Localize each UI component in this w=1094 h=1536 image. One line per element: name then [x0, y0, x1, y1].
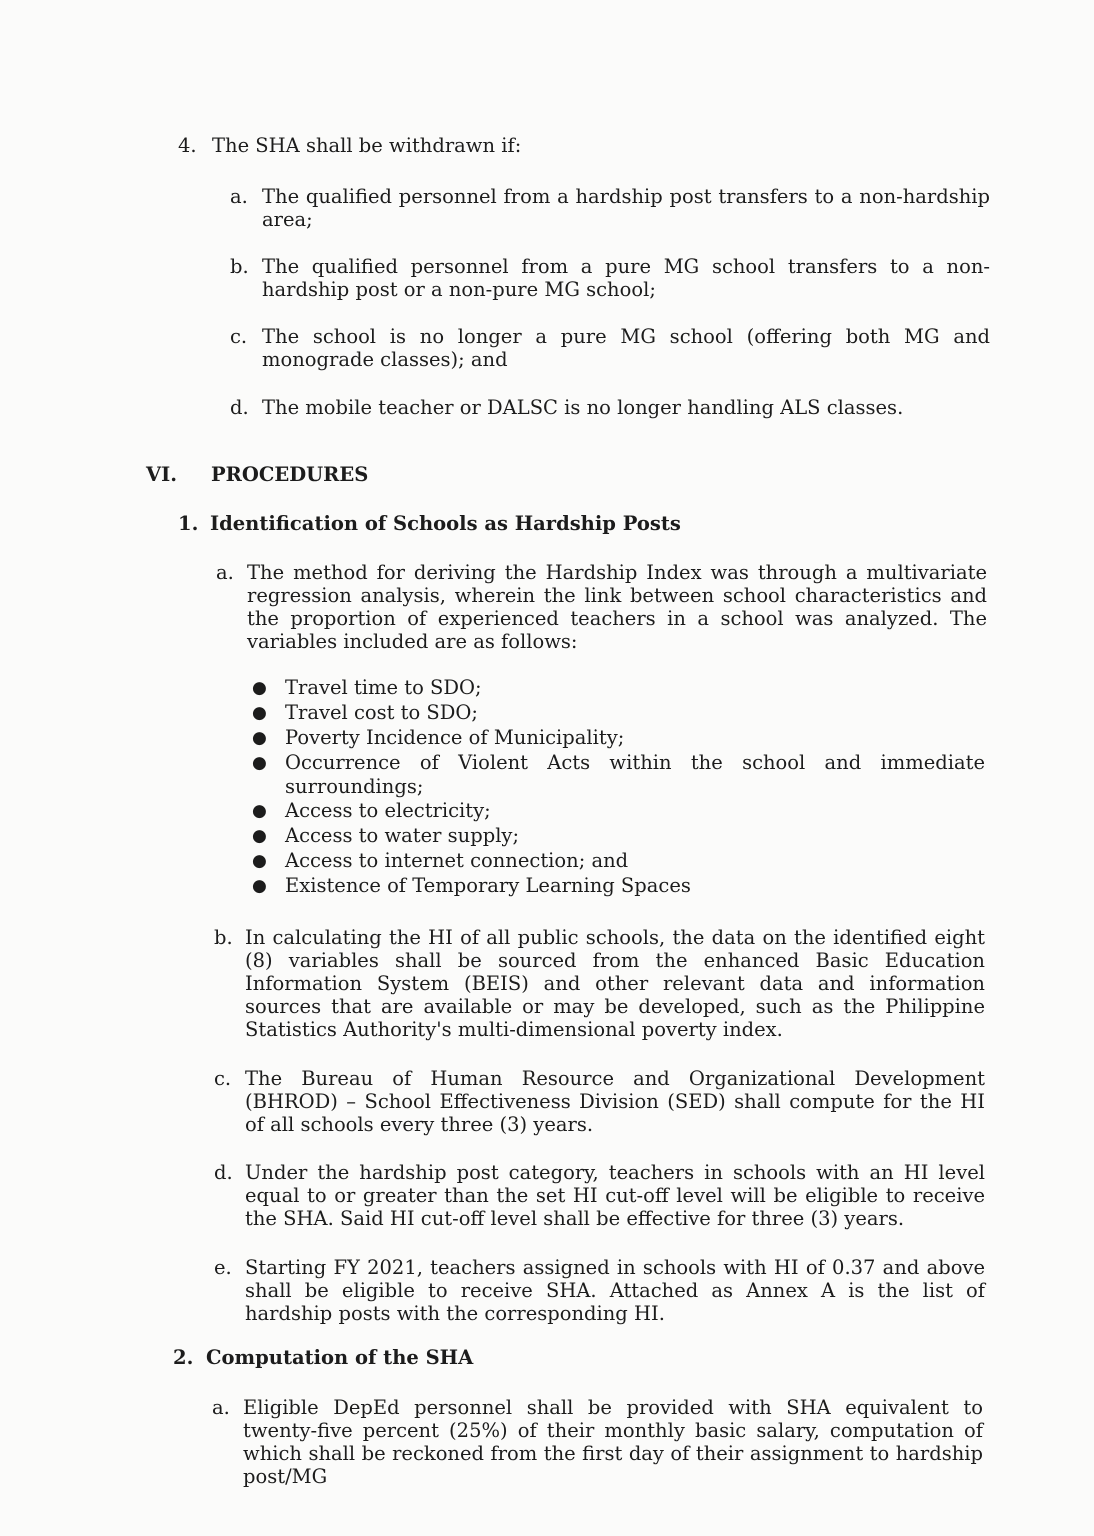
bullet-dot: ● [252, 801, 267, 821]
list-item: Occurrence of Violent Acts within the school and immediate surroundings; [285, 751, 985, 798]
list-item: Access to water supply; [285, 824, 520, 847]
item-4-text: The SHA shall be withdrawn if: [212, 134, 522, 157]
list-item: Access to internet connection; and [285, 849, 629, 872]
sub-label: d. [230, 396, 249, 419]
section-number: VI. [146, 463, 178, 486]
item-label: a. [216, 561, 234, 584]
section-title: PROCEDURES [211, 463, 369, 486]
item-label: a. [212, 1396, 230, 1419]
item-text: In calculating the HI of all public schools, the data on the identified eight (8) variables shall be sourced from the enhanced Basic Education Information System (BEIS) and other relevant data and information sources that are available or may be developed, such as the Philippine Statistics Authority's multi-dimensional poverty index. [245, 926, 985, 1041]
sub-text: The qualified personnel from a pure MG school transfers to a non-hardship post or a non-pure MG school; [262, 255, 990, 301]
sub-text: The qualified personnel from a hardship post transfers to a non-hardship area; [262, 185, 990, 231]
list-item: Existence of Temporary Learning Spaces [285, 874, 691, 897]
sub-text: The school is no longer a pure MG school (offering both MG and monograde classes); and [262, 325, 990, 371]
item-text: The Bureau of Human Resource and Organizational Development (BHROD) – School Effectiveness Division (SED) shall compute for the HI of all schools every three (3) years. [245, 1067, 985, 1136]
item-text: Starting FY 2021, teachers assigned in schools with HI of 0.37 and above shall be eligible to receive SHA. Attached as Annex A is the list of hardship posts with the corresponding HI. [245, 1256, 985, 1325]
subsection-number: 1. [178, 512, 199, 535]
bullet-dot: ● [252, 678, 267, 698]
sub-label: b. [230, 255, 249, 278]
list-item: Travel cost to SDO; [285, 701, 478, 724]
item-label: e. [214, 1256, 232, 1279]
bullet-dot: ● [252, 703, 267, 723]
bullet-dot: ● [252, 826, 267, 846]
list-item: Poverty Incidence of Municipality; [285, 726, 625, 749]
item-text: The method for deriving the Hardship Index was through a multivariate regression analysis, wherein the link between school characteristics and the proportion of experienced teachers in a school was analyzed. The variables included are as follows: [247, 561, 987, 653]
bullet-dot: ● [252, 876, 267, 896]
bullet-dot: ● [252, 753, 267, 773]
subsection-title: Computation of the SHA [206, 1346, 474, 1369]
sub-label: a. [230, 185, 248, 208]
bullet-dot: ● [252, 851, 267, 871]
item-label: b. [214, 926, 233, 949]
list-item: Travel time to SDO; [285, 676, 482, 699]
item-text: Eligible DepEd personnel shall be provided with SHA equivalent to twenty-five percent (25%) of their monthly basic salary, computation of which shall be reckoned from the first day of their assignment to hardship post/MG [243, 1396, 983, 1488]
bullet-dot: ● [252, 728, 267, 748]
item-4-number: 4. [178, 134, 197, 157]
item-label: c. [214, 1067, 232, 1090]
item-label: d. [214, 1161, 233, 1184]
subsection-title: Identification of Schools as Hardship Posts [210, 512, 681, 535]
sub-text: The mobile teacher or DALSC is no longer handling ALS classes. [262, 396, 904, 419]
list-item: Access to electricity; [285, 799, 491, 822]
subsection-number: 2. [173, 1346, 194, 1369]
sub-label: c. [230, 325, 248, 348]
item-text: Under the hardship post category, teachers in schools with an HI level equal to or greater than the set HI cut-off level will be eligible to receive the SHA. Said HI cut-off level shall be effective for three (3) years. [245, 1161, 985, 1230]
